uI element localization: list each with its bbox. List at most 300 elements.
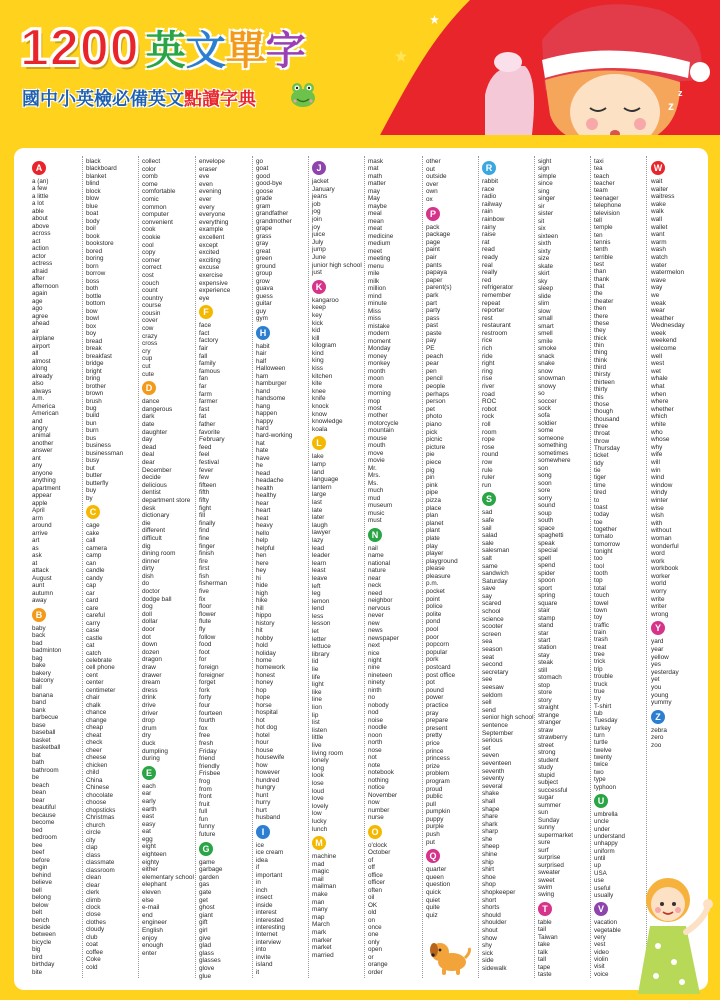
word-entry[interactable]: cut — [142, 363, 151, 371]
word-entry[interactable]: monkey — [368, 360, 391, 368]
word-entry[interactable]: fish — [199, 572, 209, 580]
word-entry[interactable]: scooter — [482, 623, 503, 631]
word-entry[interactable]: celebrate — [86, 657, 112, 664]
word-entry[interactable]: giant — [199, 911, 213, 919]
word-entry[interactable]: spaghetti — [538, 532, 564, 540]
word-entry[interactable]: shop — [482, 881, 496, 889]
word-entry[interactable]: soup — [538, 509, 552, 517]
word-entry[interactable]: away — [32, 597, 47, 605]
word-entry[interactable]: lose — [312, 779, 324, 787]
word-entry[interactable]: blue — [86, 202, 98, 210]
word-entry[interactable]: chocolate — [86, 791, 113, 799]
word-entry[interactable]: foot — [199, 648, 210, 656]
word-entry[interactable]: blow — [86, 195, 99, 203]
word-entry[interactable]: piano — [426, 421, 442, 428]
word-entry[interactable]: ahead — [32, 320, 50, 328]
word-entry[interactable]: doll — [142, 610, 152, 618]
word-entry[interactable]: Taiwan — [538, 933, 558, 941]
word-entry[interactable]: barbecue — [32, 714, 59, 722]
word-entry[interactable]: comb — [142, 173, 158, 181]
word-entry[interactable]: live — [312, 741, 322, 749]
word-entry[interactable]: snowy — [538, 382, 556, 390]
word-entry[interactable]: table — [538, 918, 552, 926]
word-entry[interactable]: half — [256, 357, 267, 365]
word-entry[interactable]: small — [538, 315, 553, 323]
word-entry[interactable]: careful — [86, 612, 105, 620]
word-entry[interactable]: turkey — [594, 724, 611, 732]
word-entry[interactable]: dining room — [142, 550, 176, 558]
word-entry[interactable]: lunch — [312, 825, 328, 833]
word-entry[interactable]: thousand — [594, 415, 620, 423]
word-entry[interactable]: pray — [426, 709, 439, 717]
word-entry[interactable]: police — [426, 603, 443, 611]
word-entry[interactable]: ground — [256, 262, 276, 270]
word-entry[interactable]: bathroom — [32, 766, 59, 774]
word-entry[interactable]: stair — [538, 607, 550, 615]
word-entry[interactable]: name — [368, 552, 384, 560]
word-entry[interactable]: another — [32, 439, 54, 447]
word-entry[interactable]: seventh — [482, 767, 505, 775]
word-entry[interactable]: engineer — [142, 919, 167, 927]
word-entry[interactable]: dig — [142, 542, 151, 550]
word-entry[interactable]: grow — [256, 277, 270, 285]
word-entry[interactable]: turn — [594, 732, 605, 740]
word-entry[interactable]: science — [482, 615, 504, 623]
word-entry[interactable]: father — [199, 421, 216, 428]
word-entry[interactable]: soccer — [538, 397, 557, 405]
word-entry[interactable]: bad — [32, 639, 43, 647]
word-entry[interactable]: writer — [651, 603, 667, 611]
word-entry[interactable]: modern — [368, 330, 390, 338]
word-entry[interactable]: ago — [32, 305, 43, 313]
word-entry[interactable]: frog — [199, 777, 211, 785]
word-entry[interactable]: Sunday — [538, 816, 560, 824]
word-entry[interactable]: king — [312, 357, 324, 365]
word-entry[interactable]: keep — [312, 304, 326, 312]
word-entry[interactable]: mouth — [368, 442, 386, 450]
word-entry[interactable]: man — [312, 898, 325, 906]
word-entry[interactable]: weekend — [651, 337, 677, 345]
word-entry[interactable]: insect — [256, 894, 273, 902]
word-entry[interactable]: national — [368, 559, 391, 567]
word-entry[interactable]: spoon — [538, 577, 556, 585]
word-entry[interactable]: can — [86, 559, 97, 567]
word-entry[interactable]: thick — [594, 334, 607, 342]
word-entry[interactable]: junior high school — [312, 261, 362, 269]
word-entry[interactable]: two — [594, 768, 604, 776]
word-entry[interactable]: bakery — [32, 669, 51, 677]
word-entry[interactable]: big — [32, 946, 41, 954]
word-entry[interactable]: leave — [312, 574, 328, 582]
word-entry[interactable]: become — [32, 819, 55, 827]
word-entry[interactable]: motorcycle — [368, 419, 399, 427]
word-entry[interactable]: from — [199, 785, 212, 793]
word-entry[interactable]: news — [368, 627, 383, 635]
word-entry[interactable]: wash — [651, 246, 666, 254]
word-entry[interactable]: sheep — [482, 843, 500, 851]
word-entry[interactable]: future — [199, 831, 216, 839]
word-entry[interactable]: rainy — [482, 223, 496, 231]
word-entry[interactable]: special — [538, 547, 558, 555]
word-entry[interactable]: pull — [426, 800, 436, 808]
word-entry[interactable]: music — [368, 509, 385, 517]
word-entry[interactable]: farm — [199, 390, 212, 398]
word-entry[interactable]: trouble — [594, 673, 613, 681]
word-entry[interactable]: brush — [86, 397, 102, 405]
word-entry[interactable]: hat — [256, 439, 265, 447]
word-entry[interactable]: baby — [32, 624, 46, 632]
word-entry[interactable]: collect — [142, 158, 161, 165]
word-entry[interactable]: hobby — [256, 634, 274, 642]
word-entry[interactable]: kitchen — [312, 372, 333, 380]
word-entry[interactable]: correct — [142, 264, 162, 272]
word-entry[interactable]: rose — [482, 443, 495, 451]
word-entry[interactable]: hit — [256, 627, 263, 635]
word-entry[interactable]: nose — [368, 746, 382, 754]
word-entry[interactable]: sale — [482, 539, 494, 547]
word-entry[interactable]: sail — [482, 524, 492, 532]
word-entry[interactable]: say — [482, 592, 492, 600]
word-entry[interactable]: blanket — [86, 172, 107, 180]
word-entry[interactable]: well — [651, 352, 663, 360]
word-entry[interactable]: important — [256, 871, 283, 879]
word-entry[interactable]: window — [651, 481, 673, 489]
word-entry[interactable]: still — [538, 666, 548, 674]
word-entry[interactable]: cool — [142, 241, 154, 249]
word-entry[interactable]: paper — [426, 276, 443, 284]
word-entry[interactable]: Saturday — [482, 577, 508, 585]
word-entry[interactable]: only — [368, 938, 380, 946]
word-entry[interactable]: actress — [32, 260, 53, 268]
word-entry[interactable]: family — [199, 360, 216, 368]
word-entry[interactable]: sister — [538, 210, 554, 218]
word-entry[interactable]: glove — [199, 964, 215, 972]
word-entry[interactable]: show — [482, 934, 497, 942]
word-entry[interactable]: black — [86, 158, 101, 165]
word-entry[interactable]: egg — [142, 835, 153, 843]
word-entry[interactable]: cookie — [142, 233, 161, 241]
word-entry[interactable]: hey — [256, 567, 267, 575]
word-entry[interactable]: great — [256, 247, 271, 255]
word-entry[interactable]: wear — [651, 307, 665, 315]
word-entry[interactable]: goose — [256, 187, 274, 195]
word-entry[interactable]: meet — [368, 247, 382, 255]
word-entry[interactable]: again — [32, 290, 48, 298]
word-entry[interactable]: toy — [594, 614, 603, 622]
word-entry[interactable]: treat — [594, 643, 607, 651]
word-entry[interactable]: wall — [651, 215, 663, 223]
word-entry[interactable]: orange — [368, 961, 388, 969]
word-entry[interactable]: here — [256, 559, 269, 567]
word-entry[interactable]: Christmas — [86, 814, 115, 822]
word-entry[interactable]: soldier — [538, 419, 557, 427]
word-entry[interactable]: hope — [256, 694, 271, 702]
word-entry[interactable]: other — [426, 158, 441, 165]
word-entry[interactable]: koala — [312, 425, 328, 433]
word-entry[interactable]: eleven — [142, 889, 161, 897]
word-entry[interactable]: expensive — [199, 279, 228, 287]
word-entry[interactable]: this — [594, 393, 604, 401]
word-entry[interactable]: late — [312, 506, 323, 514]
word-entry[interactable]: line — [312, 696, 322, 704]
word-entry[interactable]: sign — [538, 165, 550, 173]
word-entry[interactable]: remember — [482, 291, 512, 299]
word-entry[interactable]: perhaps — [426, 390, 450, 398]
word-entry[interactable]: yellow — [651, 653, 669, 661]
word-entry[interactable]: exercise — [199, 271, 223, 279]
word-entry[interactable]: just — [312, 269, 322, 277]
word-entry[interactable]: pumpkin — [426, 808, 451, 816]
word-entry[interactable]: favorite — [199, 428, 220, 436]
word-entry[interactable]: win — [651, 466, 661, 474]
word-entry[interactable]: cross — [142, 340, 158, 348]
word-entry[interactable]: born — [86, 262, 99, 270]
word-entry[interactable]: brown — [86, 390, 104, 398]
word-entry[interactable]: mop — [368, 397, 381, 405]
word-entry[interactable]: ox — [426, 195, 433, 203]
word-entry[interactable]: fever — [199, 466, 214, 474]
word-entry[interactable]: question — [426, 881, 451, 889]
word-entry[interactable]: pond — [426, 618, 441, 626]
word-entry[interactable]: dog — [142, 603, 153, 611]
word-entry[interactable]: strange — [538, 711, 560, 719]
word-entry[interactable]: rise — [482, 375, 493, 383]
word-entry[interactable]: year — [651, 646, 664, 654]
word-entry[interactable]: see — [482, 676, 493, 684]
word-entry[interactable]: pin — [426, 474, 435, 482]
word-entry[interactable]: ROC — [482, 398, 497, 406]
word-entry[interactable]: lesson — [312, 620, 331, 628]
word-entry[interactable]: check — [86, 739, 103, 747]
word-entry[interactable]: begin — [32, 864, 48, 872]
word-entry[interactable]: jump — [312, 246, 326, 254]
word-entry[interactable]: cheer — [86, 746, 102, 754]
word-entry[interactable]: now — [368, 799, 380, 807]
word-entry[interactable]: math — [368, 172, 382, 180]
word-entry[interactable]: bath — [32, 759, 45, 767]
word-entry[interactable]: ghost — [199, 904, 215, 912]
word-entry[interactable]: butter — [86, 472, 103, 480]
word-entry[interactable]: snake — [538, 360, 555, 368]
word-entry[interactable]: down — [142, 641, 158, 649]
word-entry[interactable]: whale — [651, 375, 668, 383]
word-entry[interactable]: fifty — [199, 496, 209, 504]
word-entry[interactable]: real — [482, 261, 493, 269]
word-entry[interactable]: office — [368, 871, 383, 879]
word-entry[interactable]: next — [368, 642, 380, 650]
word-entry[interactable]: so — [538, 390, 545, 398]
word-entry[interactable]: place — [426, 504, 442, 512]
word-entry[interactable]: fun — [199, 815, 208, 823]
word-entry[interactable]: minute — [368, 300, 387, 308]
word-entry[interactable]: around — [32, 522, 52, 530]
word-entry[interactable]: bright — [86, 367, 102, 375]
word-entry[interactable]: meal — [368, 210, 382, 218]
word-entry[interactable]: back — [32, 632, 46, 640]
word-entry[interactable]: thing — [594, 349, 608, 357]
word-entry[interactable]: breakfast — [86, 352, 112, 360]
word-entry[interactable]: polite — [426, 610, 442, 618]
word-entry[interactable]: draw — [142, 664, 156, 671]
word-entry[interactable]: fifth — [199, 489, 210, 497]
word-entry[interactable]: own — [426, 188, 438, 196]
word-entry[interactable]: tree — [594, 651, 605, 659]
word-entry[interactable]: come — [142, 180, 158, 188]
word-entry[interactable]: something — [538, 442, 568, 450]
word-entry[interactable]: dear — [142, 458, 155, 466]
word-entry[interactable]: free — [199, 732, 211, 740]
word-entry[interactable]: the — [594, 290, 603, 298]
word-entry[interactable]: copy — [142, 249, 156, 257]
word-entry[interactable]: prepare — [426, 717, 449, 725]
word-entry[interactable]: anyone — [32, 469, 53, 477]
word-entry[interactable]: e-mail — [142, 904, 160, 912]
word-entry[interactable]: sixty — [538, 247, 551, 255]
word-entry[interactable]: Tuesday — [594, 717, 618, 725]
word-entry[interactable]: stop — [538, 681, 550, 689]
word-entry[interactable]: popular — [426, 648, 448, 656]
word-entry[interactable]: cage — [86, 522, 100, 530]
word-entry[interactable]: carry — [86, 619, 100, 627]
word-entry[interactable]: vacation — [594, 919, 618, 927]
word-entry[interactable]: mile — [368, 270, 380, 278]
word-entry[interactable]: group — [256, 270, 273, 278]
word-entry[interactable]: festival — [199, 458, 219, 466]
word-entry[interactable]: rice — [482, 337, 493, 345]
word-entry[interactable]: taxi — [594, 158, 604, 165]
word-entry[interactable]: vegetable — [594, 926, 621, 934]
word-entry[interactable]: off — [368, 864, 375, 872]
word-entry[interactable]: attack — [32, 567, 49, 575]
word-entry[interactable]: drum — [142, 724, 157, 732]
word-entry[interactable]: tenth — [594, 246, 608, 254]
word-entry[interactable]: boss — [86, 277, 100, 285]
word-entry[interactable]: wait — [651, 178, 663, 185]
word-entry[interactable]: postcard — [426, 664, 451, 671]
word-entry[interactable]: poor — [426, 633, 439, 641]
word-entry[interactable]: somewhere — [538, 457, 571, 465]
word-entry[interactable]: successful — [538, 786, 568, 794]
word-entry[interactable]: never — [368, 612, 384, 620]
word-entry[interactable]: nice — [368, 649, 380, 657]
word-entry[interactable]: center — [86, 679, 104, 687]
word-entry[interactable]: grandmother — [256, 217, 292, 225]
word-entry[interactable]: bed — [32, 826, 43, 834]
word-entry[interactable]: restroom — [482, 329, 508, 337]
word-entry[interactable]: glad — [199, 942, 212, 950]
word-entry[interactable]: terrible — [594, 253, 613, 261]
word-entry[interactable]: lantern — [312, 483, 332, 491]
word-entry[interactable]: often — [368, 886, 383, 894]
word-entry[interactable]: park — [426, 291, 439, 299]
word-entry[interactable]: be — [32, 774, 40, 782]
word-entry[interactable]: air — [32, 327, 39, 335]
word-entry[interactable]: please — [426, 565, 445, 573]
word-entry[interactable]: lead — [312, 544, 325, 552]
word-entry[interactable]: paste — [426, 329, 442, 337]
word-entry[interactable]: driver — [142, 709, 158, 717]
word-entry[interactable]: walk — [651, 208, 664, 216]
word-entry[interactable]: shark — [482, 820, 498, 828]
word-entry[interactable]: block — [86, 187, 101, 195]
word-entry[interactable]: goat — [256, 165, 269, 173]
word-entry[interactable]: screen — [482, 630, 502, 638]
word-entry[interactable]: quite — [426, 904, 440, 912]
word-entry[interactable]: later — [312, 514, 325, 522]
word-entry[interactable]: at — [32, 559, 38, 567]
word-entry[interactable]: fisherman — [199, 580, 228, 588]
word-entry[interactable]: foreigner — [199, 671, 225, 679]
word-entry[interactable]: ice — [256, 841, 265, 849]
word-entry[interactable]: yummy — [651, 699, 672, 707]
word-entry[interactable]: farmer — [199, 398, 218, 406]
word-entry[interactable]: kick — [312, 319, 324, 327]
word-entry[interactable]: lip — [312, 711, 319, 719]
word-entry[interactable]: nothing — [368, 776, 389, 784]
word-entry[interactable]: skate — [538, 262, 554, 270]
word-entry[interactable]: o'clock — [368, 841, 388, 849]
word-entry[interactable]: shoulder — [482, 919, 507, 927]
word-entry[interactable]: rain — [482, 208, 493, 216]
word-entry[interactable]: thin — [594, 341, 604, 349]
word-entry[interactable]: excellent — [199, 233, 225, 241]
word-entry[interactable]: clean — [86, 874, 102, 882]
word-entry[interactable]: husband — [256, 814, 281, 822]
word-entry[interactable]: beef — [32, 849, 45, 857]
word-entry[interactable]: medium — [368, 240, 391, 248]
word-entry[interactable]: plate — [426, 534, 440, 542]
word-entry[interactable]: moon — [368, 375, 384, 383]
word-entry[interactable]: appear — [32, 492, 52, 500]
word-entry[interactable]: take — [538, 941, 550, 949]
word-entry[interactable]: smart — [538, 322, 554, 330]
word-entry[interactable]: tub — [594, 709, 603, 717]
word-entry[interactable]: sight — [538, 158, 552, 165]
word-entry[interactable]: taste — [538, 971, 552, 979]
word-entry[interactable]: shape — [482, 805, 500, 813]
word-entry[interactable]: teacher — [594, 180, 615, 188]
word-entry[interactable]: send — [482, 706, 496, 714]
word-entry[interactable]: bat — [32, 751, 41, 759]
word-entry[interactable]: money — [368, 352, 387, 360]
word-entry[interactable]: March — [312, 921, 330, 929]
word-entry[interactable]: quarter — [426, 866, 447, 874]
word-entry[interactable]: short — [482, 896, 497, 904]
word-entry[interactable]: past — [426, 322, 439, 330]
word-entry[interactable]: sell — [482, 699, 492, 707]
word-entry[interactable]: stranger — [538, 719, 562, 727]
word-entry[interactable]: glass — [199, 949, 214, 957]
word-entry[interactable]: garden — [199, 873, 219, 881]
word-entry[interactable]: shy — [482, 942, 492, 950]
word-entry[interactable]: break — [86, 345, 102, 353]
word-entry[interactable]: classmate — [86, 859, 115, 867]
word-entry[interactable]: slim — [538, 300, 550, 308]
word-entry[interactable]: band — [32, 699, 47, 707]
word-entry[interactable]: happen — [256, 410, 278, 418]
word-entry[interactable]: ham — [256, 372, 269, 380]
word-entry[interactable]: smell — [538, 330, 553, 338]
word-entry[interactable]: to — [594, 496, 600, 504]
word-entry[interactable]: together — [594, 525, 617, 533]
word-entry[interactable]: worker — [651, 572, 671, 580]
word-entry[interactable]: computer — [142, 211, 169, 219]
word-entry[interactable]: bow — [86, 307, 98, 315]
word-entry[interactable]: temple — [594, 224, 613, 232]
word-entry[interactable]: American — [32, 410, 59, 418]
word-entry[interactable]: kangaroo — [312, 296, 339, 304]
word-entry[interactable]: married — [312, 951, 334, 959]
